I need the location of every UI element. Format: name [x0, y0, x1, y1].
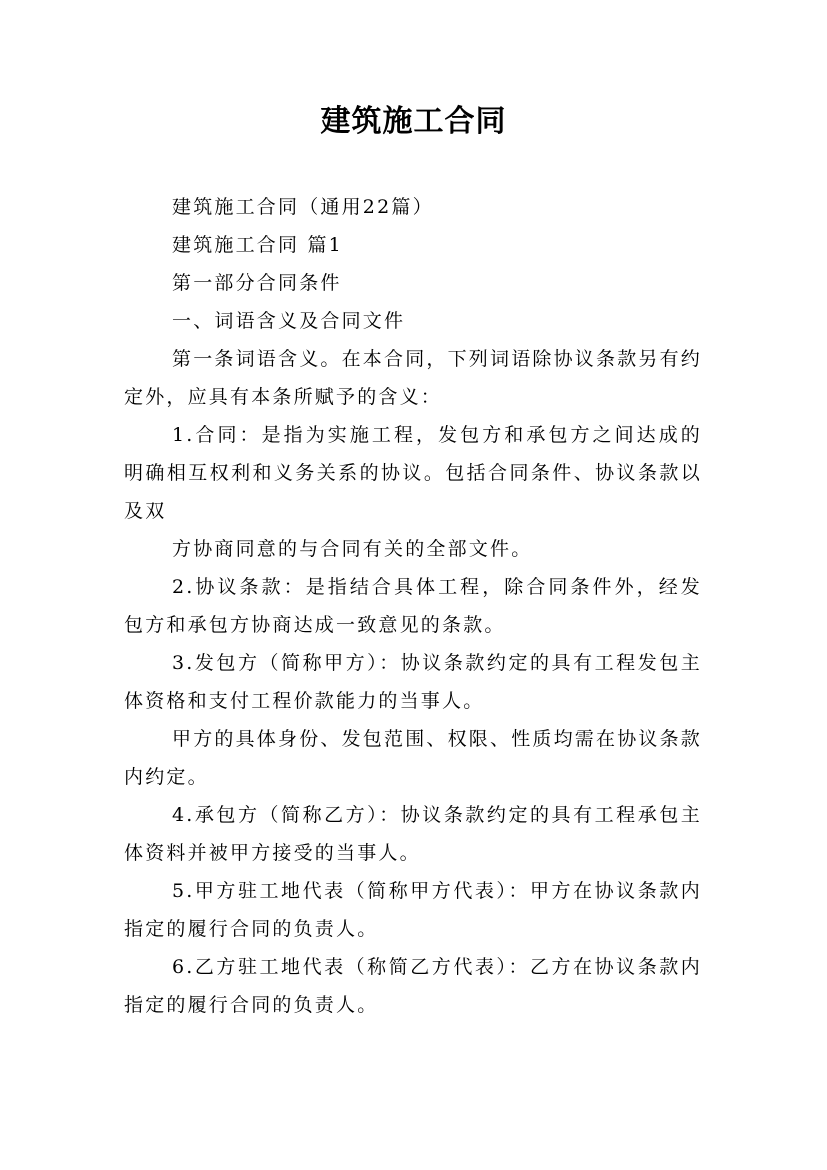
- body-paragraph: 第一条词语含义。在本合同，下列词语除协议条款另有约定外，应具有本条所赋予的含义：: [124, 348, 703, 408]
- document-title: 建筑施工合同: [320, 104, 507, 139]
- document-body: [124, 188, 702, 1024]
- body-paragraph: 4.承包方（简称乙方）：协议条款约定的具有工程承包主体资料并被甲方接受的当事人。: [124, 804, 702, 864]
- body-paragraph: 一、词语含义及合同文件: [172, 310, 406, 332]
- body-paragraph: 方协商同意的与合同有关的全部文件。: [172, 538, 533, 560]
- body-paragraph: 3.发包方（简称甲方）：协议条款约定的具有工程发包主体资格和支付工程价款能力的当事人。: [124, 652, 702, 712]
- body-paragraph: 5.甲方驻工地代表（简称甲方代表）：甲方在协议条款内指定的履行合同的负责人。: [124, 880, 702, 940]
- body-paragraph: 建筑施工合同（通用22篇）: [172, 196, 434, 218]
- body-paragraph: 2.协议条款：是指结合具体工程，除合同条件外，经发包方和承包方协商达成一致意见的条款。: [124, 576, 702, 636]
- body-paragraph: 1.合同：是指为实施工程，发包方和承包方之间达成的明确相互权利和义务关系的协议。包括合同条件、协议条款以及双: [124, 424, 702, 522]
- body-paragraph: 建筑施工合同 篇1: [172, 234, 343, 256]
- body-paragraph: 甲方的具体身份、发包范围、权限、性质均需在协议条款内约定。: [124, 728, 703, 788]
- body-paragraph: 第一部分合同条件: [172, 272, 342, 294]
- body-paragraph: 6.乙方驻工地代表（称简乙方代表）：乙方在协议条款内指定的履行合同的负责人。: [124, 956, 702, 1016]
